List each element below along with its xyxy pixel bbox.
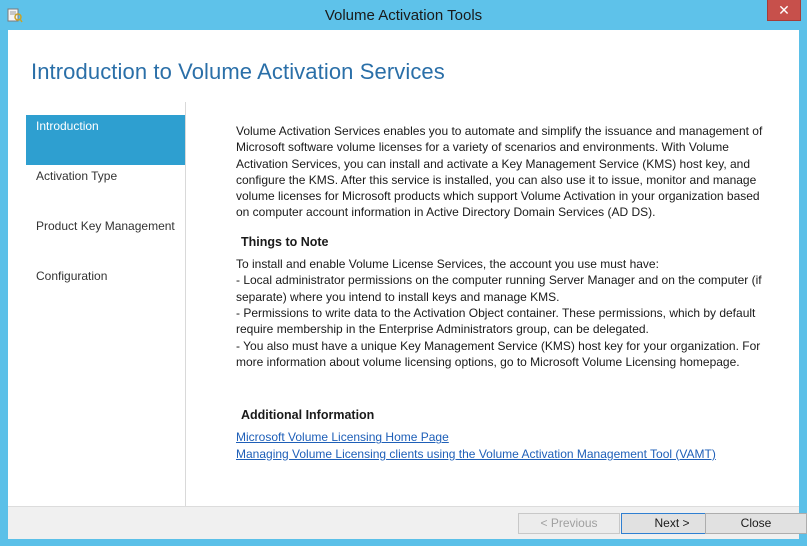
title-bar[interactable] — [0, 0, 807, 30]
note-line: - Permissions to write data to the Activation Object container. These permissions, which by default require membership in the Enterprise Administrators group, can be delegated. — [236, 305, 756, 337]
note-line: To install and enable Volume License Services, the account you use must have: — [236, 257, 659, 272]
close-button[interactable]: Close — [705, 513, 807, 534]
vamt-link[interactable]: Managing Volume Licensing clients using the Volume Activation Management Tool (VAMT) — [236, 446, 716, 461]
nav-divider — [185, 102, 186, 506]
nav-item-activation-type[interactable] — [26, 165, 185, 215]
window-title: Volume Activation Tools — [324, 7, 483, 24]
additional-information-heading: Additional Information — [241, 408, 375, 423]
wizard-window — [8, 30, 799, 538]
next-button[interactable]: Next > — [621, 513, 723, 534]
page-title: Introduction to Volume Activation Services — [31, 59, 445, 84]
close-icon: ✕ — [778, 2, 790, 18]
nav-item-label: Activation Type — [36, 169, 118, 183]
nav-item-introduction[interactable] — [26, 115, 185, 165]
things-to-note-heading: Things to Note — [241, 234, 329, 249]
nav-item-label: Product Key Management — [36, 219, 175, 233]
nav-item-product-key-management[interactable] — [26, 215, 185, 265]
note-line: - You also must have a unique Key Management Service (KMS) host key for your organization. For more information about volume licensing options, go to Microsoft Volume Licensing homepage. — [236, 338, 761, 369]
previous-button[interactable]: < Previous — [518, 513, 620, 534]
nav-item-configuration[interactable] — [26, 265, 185, 315]
note-line: - Local administrator permissions on the computer running Server Manager and on the computer (if separate) where you intend to install keys and manage KMS. — [236, 273, 762, 304]
wizard-footer — [8, 506, 799, 539]
volume-licensing-home-link[interactable]: Microsoft Volume Licensing Home Page — [236, 430, 449, 445]
nav-item-label: Introduction — [36, 119, 99, 133]
window-close-button[interactable] — [767, 0, 801, 21]
nav-item-label: Configuration — [36, 269, 108, 283]
wizard-nav — [26, 115, 185, 505]
intro-paragraph: Volume Activation Services enables you to automate and simplify the issuance and management of Microsoft software volume licenses for a variety of scenarios and environments. With Volume Activation Services, you can install and activate a Key Management Service (KMS) host key, and configure the KMS. After this service is installed, you can also use it to issue, monitor and manage volume licenses for Microsoft products which support Volume Activation in your organization based on computer account information in Active Directory Domain Services (AD DS). — [236, 124, 763, 220]
content-pane — [236, 123, 776, 462]
